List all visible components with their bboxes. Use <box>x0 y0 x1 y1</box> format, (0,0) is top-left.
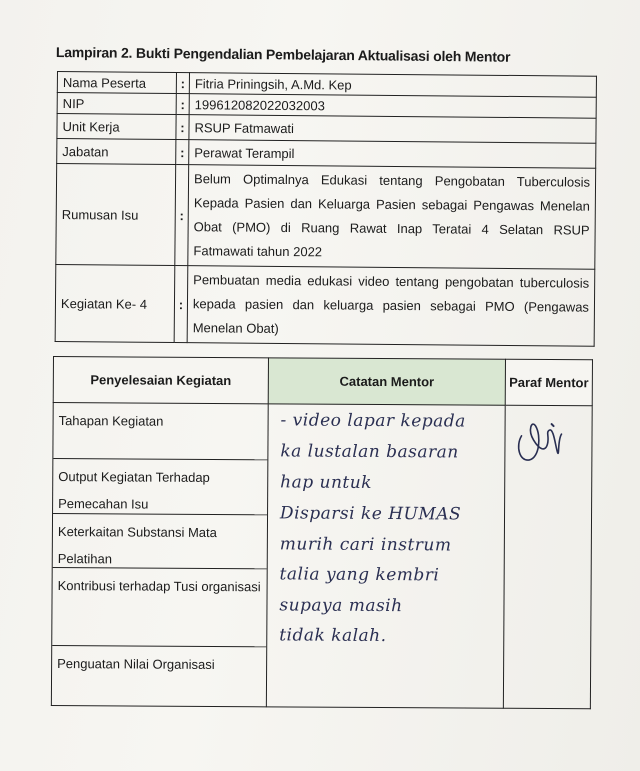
info-value: Fitria Priningsih, A.Md. Kep <box>189 73 596 98</box>
activity-table <box>51 356 593 709</box>
info-value: Perawat Terampil <box>189 140 596 169</box>
item-keterkaitan: Keterkaitan Substansi Mata Pelatihan <box>53 514 267 569</box>
item-kontribusi: Kontribusi terhadap Tusi organisasi <box>52 568 266 647</box>
info-separator: : <box>175 165 189 266</box>
info-label: Nama Peserta <box>57 72 176 94</box>
mentor-handwritten-note <box>267 404 505 707</box>
note-line: hap untuk <box>280 472 373 493</box>
document-title: Lampiran 2. Bukti Pengendalian Pembelajaran Aktualisasi oleh Mentor <box>55 44 511 65</box>
mentor-note-cell <box>266 404 505 708</box>
note-line: supaya masih <box>279 595 403 617</box>
note-line: murih cari instrum <box>279 534 452 556</box>
note-line: tidak kalah. <box>279 625 387 647</box>
note-line: ka lustalan basaran <box>280 441 459 463</box>
items-column <box>51 403 268 707</box>
paraf-cell <box>503 405 592 709</box>
participant-info-table <box>55 71 597 347</box>
info-label: Rumusan Isu <box>56 164 176 266</box>
info-value: Belum Optimalnya Edukasi tentang Pengobatan Tuberculosis Kepada Pasien dan Keluarga Pasien sebagai Pengawas Menelan Obat (PMO) di Ruang Rawat Inap Teratai 4 Selatan RSUP Fatmawati tahun 2022 <box>188 165 596 270</box>
item-penguatan: Penguatan Nilai Organisasi <box>57 656 215 672</box>
note-line: talia yang kembri <box>279 564 440 586</box>
info-separator: : <box>176 94 189 115</box>
item-tahapan: Tahapan Kegiatan <box>53 403 267 460</box>
info-label: Unit Kerja <box>57 114 176 140</box>
header-penyelesaian: Penyelesaian Kegiatan <box>53 357 268 404</box>
info-separator: : <box>174 266 188 343</box>
info-value: Pembuatan media edukasi video tentang pengobatan tuberculosis kepada pasien dan keluarga pasien sebagai PMO (Pengawas Menelan Obat) <box>187 266 595 347</box>
item-output: Output Kegiatan Terhadap Pemecahan Isu <box>53 459 267 515</box>
header-paraf-mentor: Paraf Mentor <box>505 359 592 406</box>
note-line: - video lapar kepada <box>280 410 466 432</box>
info-label: NIP <box>57 93 176 115</box>
info-value: RSUP Fatmawati <box>189 115 596 144</box>
info-separator: : <box>176 140 189 165</box>
info-row-rumusan-isu <box>56 164 596 270</box>
info-separator: : <box>176 73 189 94</box>
info-row-kegiatan <box>55 264 595 346</box>
header-catatan-mentor: Catatan Mentor <box>268 358 505 405</box>
info-label: Jabatan <box>57 139 176 165</box>
mentor-signature <box>505 406 589 487</box>
info-value: 199612082022032003 <box>189 94 596 119</box>
info-separator: : <box>176 115 189 140</box>
info-label: Kegiatan Ke- 4 <box>55 264 175 342</box>
note-line: Disparsi ke HUMAS <box>279 503 462 525</box>
